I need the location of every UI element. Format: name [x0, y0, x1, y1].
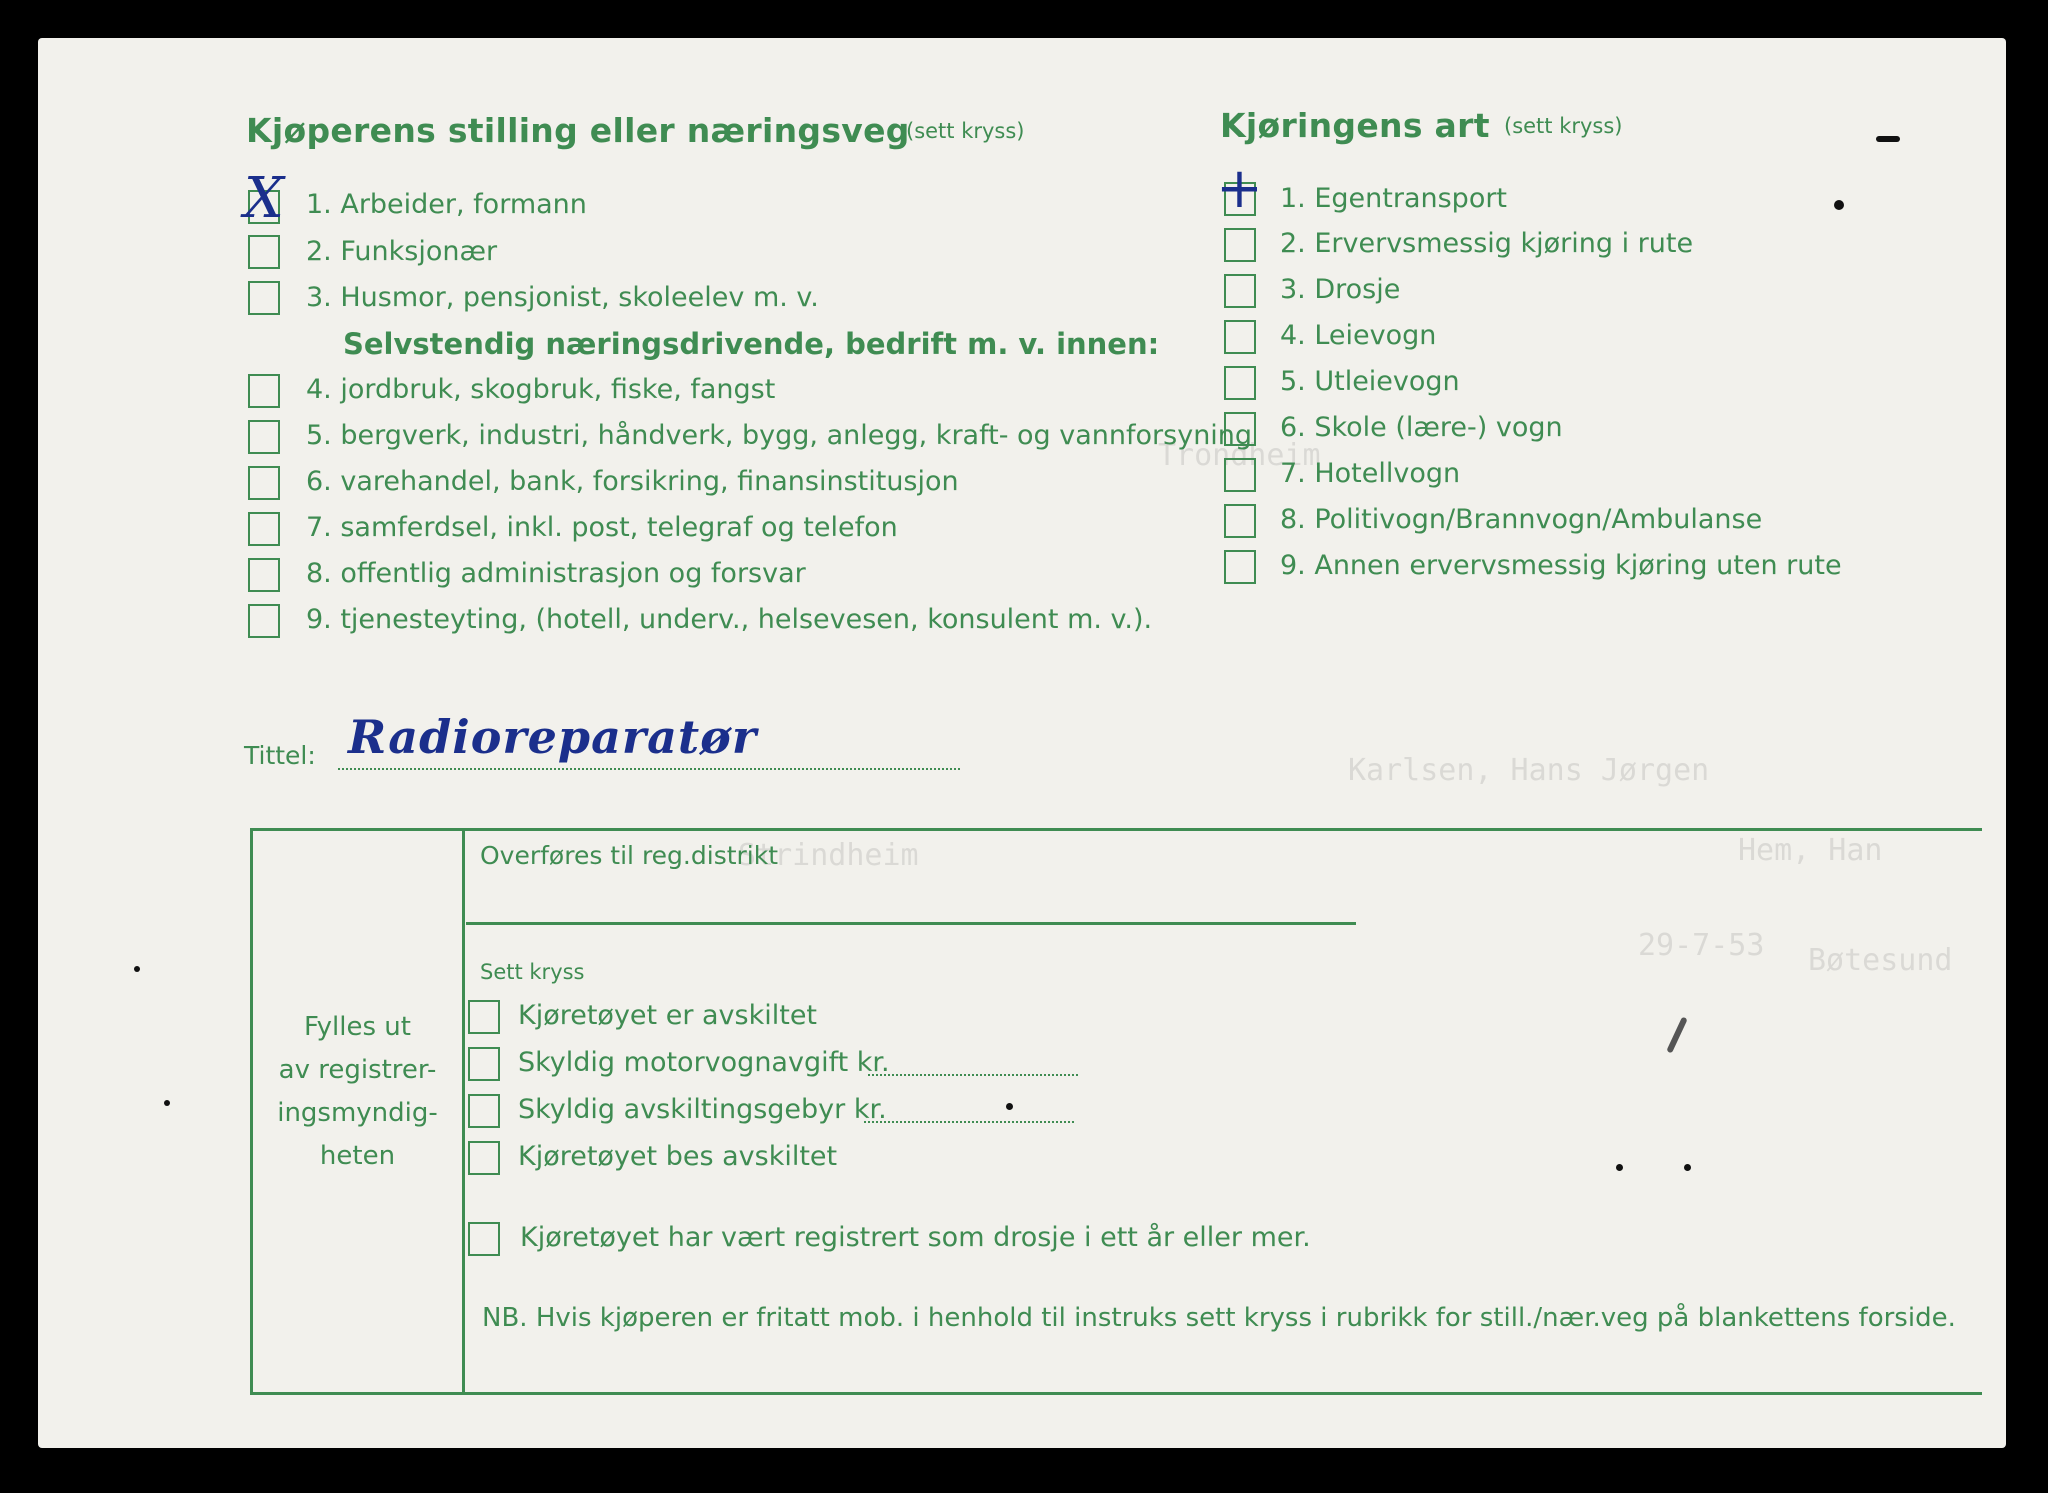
avskiltingsgebyr-amount-field[interactable] [864, 1121, 1074, 1123]
checkbox-avskiltet[interactable] [468, 1000, 500, 1034]
option-leievogn: 4. Leievogn [1280, 320, 1437, 351]
option-offentlig: 8. offentlig administrasjon og forsvar [306, 558, 806, 589]
option-utleievogn: 5. Utleievogn [1280, 366, 1460, 397]
ink-speck [134, 966, 140, 972]
side-label-line: heten [319, 1141, 396, 1171]
ink-stroke [1666, 1017, 1687, 1054]
option-hotellvogn: 7. Hotellvogn [1280, 458, 1461, 489]
option-arbeider: 1. Arbeider, formann [306, 189, 587, 220]
checkbox-drosje[interactable] [1224, 274, 1256, 308]
handwritten-check-mark: X [244, 166, 284, 231]
side-label-line: ingsmyndig- [277, 1098, 438, 1128]
checkbox-utleievogn[interactable] [1224, 366, 1256, 400]
checkbox-skolevogn[interactable] [1224, 412, 1256, 446]
option-drosje: 3. Drosje [1280, 274, 1401, 305]
business-subheading: Selvstendig næringsdrivende, bedrift m. v. innen: [343, 327, 1160, 361]
option-bes-avskiltet: Kjøretøyet bes avskiltet [518, 1141, 838, 1172]
right-section-title: Kjøringens art [1220, 106, 1490, 145]
ink-speck [1006, 1103, 1013, 1110]
transfer-district-field-line[interactable] [466, 922, 1356, 925]
side-label-line: Fylles ut [304, 1012, 411, 1042]
tittel-handwritten-value[interactable]: Radioreparatør [348, 710, 758, 764]
option-avskiltet: Kjøretøyet er avskiltet [518, 1000, 818, 1031]
checkbox-drosje-ett-ar[interactable] [468, 1222, 500, 1256]
option-funksjonaer: 2. Funksjonær [306, 236, 498, 267]
option-husmor: 3. Husmor, pensjonist, skoleelev m. v. [306, 282, 819, 313]
right-section-hint: (sett kryss) [1504, 114, 1623, 138]
checkbox-funksjonaer[interactable] [248, 235, 280, 269]
form-page [38, 38, 2006, 1448]
authority-side-label [253, 1006, 462, 1178]
handwritten-check-mark: + [1216, 156, 1263, 221]
option-tjenesteyting: 9. tjenesteyting, (hotell, underv., helsevesen, konsulent m. v.). [306, 604, 1153, 635]
option-rute: 2. Ervervsmessig kjøring i rute [1280, 228, 1694, 259]
option-drosje-ett-ar: Kjøretøyet har vært registrert som drosje i ett år eller mer. [520, 1222, 1311, 1253]
box-bottom-line [250, 1392, 1982, 1395]
option-politivogn: 8. Politivogn/Brannvogn/Ambulanse [1280, 504, 1763, 535]
ink-speck [164, 1100, 170, 1106]
ink-speck [1616, 1164, 1623, 1171]
tittel-field-line [338, 768, 960, 770]
checkbox-husmor[interactable] [248, 281, 280, 315]
option-avskiltingsgebyr: Skyldig avskiltingsgebyr kr. [518, 1094, 887, 1125]
checkbox-annen[interactable] [1224, 550, 1256, 584]
checkbox-rute[interactable] [1224, 228, 1256, 262]
option-annen: 9. Annen ervervsmessig kjøring uten rute [1280, 550, 1842, 581]
option-skolevogn: 6. Skole (lære-) vogn [1280, 412, 1563, 443]
bleed-through-text: Trondheim [1158, 438, 1321, 473]
checkbox-leievogn[interactable] [1224, 320, 1256, 354]
option-jordbruk: 4. jordbruk, skogbruk, fiske, fangst [306, 374, 776, 405]
checkbox-avskiltingsgebyr[interactable] [468, 1094, 500, 1128]
option-varehandel: 6. varehandel, bank, forsikring, finansinstitusjon [306, 466, 959, 497]
bleed-through-text: Hem, Han [1738, 833, 1883, 868]
checkbox-varehandel[interactable] [248, 466, 280, 500]
option-motorvognavgift: Skyldig motorvognavgift kr. [518, 1047, 890, 1078]
checkbox-politivogn[interactable] [1224, 504, 1256, 538]
checkbox-hotellvogn[interactable] [1224, 458, 1256, 492]
option-bergverk: 5. bergverk, industri, håndverk, bygg, anlegg, kraft- og vannforsyning [306, 420, 1253, 451]
checkbox-jordbruk[interactable] [248, 374, 280, 408]
sett-kryss-label: Sett kryss [480, 960, 585, 984]
transfer-district-label: Overføres til reg.distrikt [480, 841, 779, 870]
ink-speck [1876, 136, 1900, 142]
tittel-label: Tittel: [244, 741, 316, 770]
motorvognavgift-amount-field[interactable] [868, 1074, 1078, 1076]
box-top-line [250, 828, 1982, 831]
checkbox-offentlig[interactable] [248, 558, 280, 592]
checkbox-samferdsel[interactable] [248, 512, 280, 546]
ink-speck [1834, 200, 1844, 210]
bleed-through-text: 29-7-53 [1638, 928, 1765, 963]
bleed-through-text: Bøtesund [1808, 943, 1953, 978]
left-section-title: Kjøperens stilling eller næringsveg [246, 111, 910, 150]
option-samferdsel: 7. samferdsel, inkl. post, telegraf og telefon [306, 512, 898, 543]
checkbox-motorvognavgift[interactable] [468, 1047, 500, 1081]
left-section-hint: (sett kryss) [906, 119, 1025, 143]
nb-note: NB. Hvis kjøperen er fritatt mob. i henhold til instruks sett kryss i rubrikk for still./nær.veg på blankettens forside. [482, 1303, 1956, 1333]
ink-speck [1684, 1164, 1691, 1171]
option-egentransport: 1. Egentransport [1280, 183, 1508, 214]
checkbox-bergverk[interactable] [248, 420, 280, 454]
bleed-through-text: Strindheim [738, 838, 919, 873]
checkbox-bes-avskiltet[interactable] [468, 1141, 500, 1175]
side-label-line: av registrer- [278, 1055, 437, 1085]
bleed-through-text: Karlsen, Hans Jørgen [1348, 753, 1710, 788]
checkbox-tjenesteyting[interactable] [248, 604, 280, 638]
box-divider-line [462, 828, 465, 1395]
